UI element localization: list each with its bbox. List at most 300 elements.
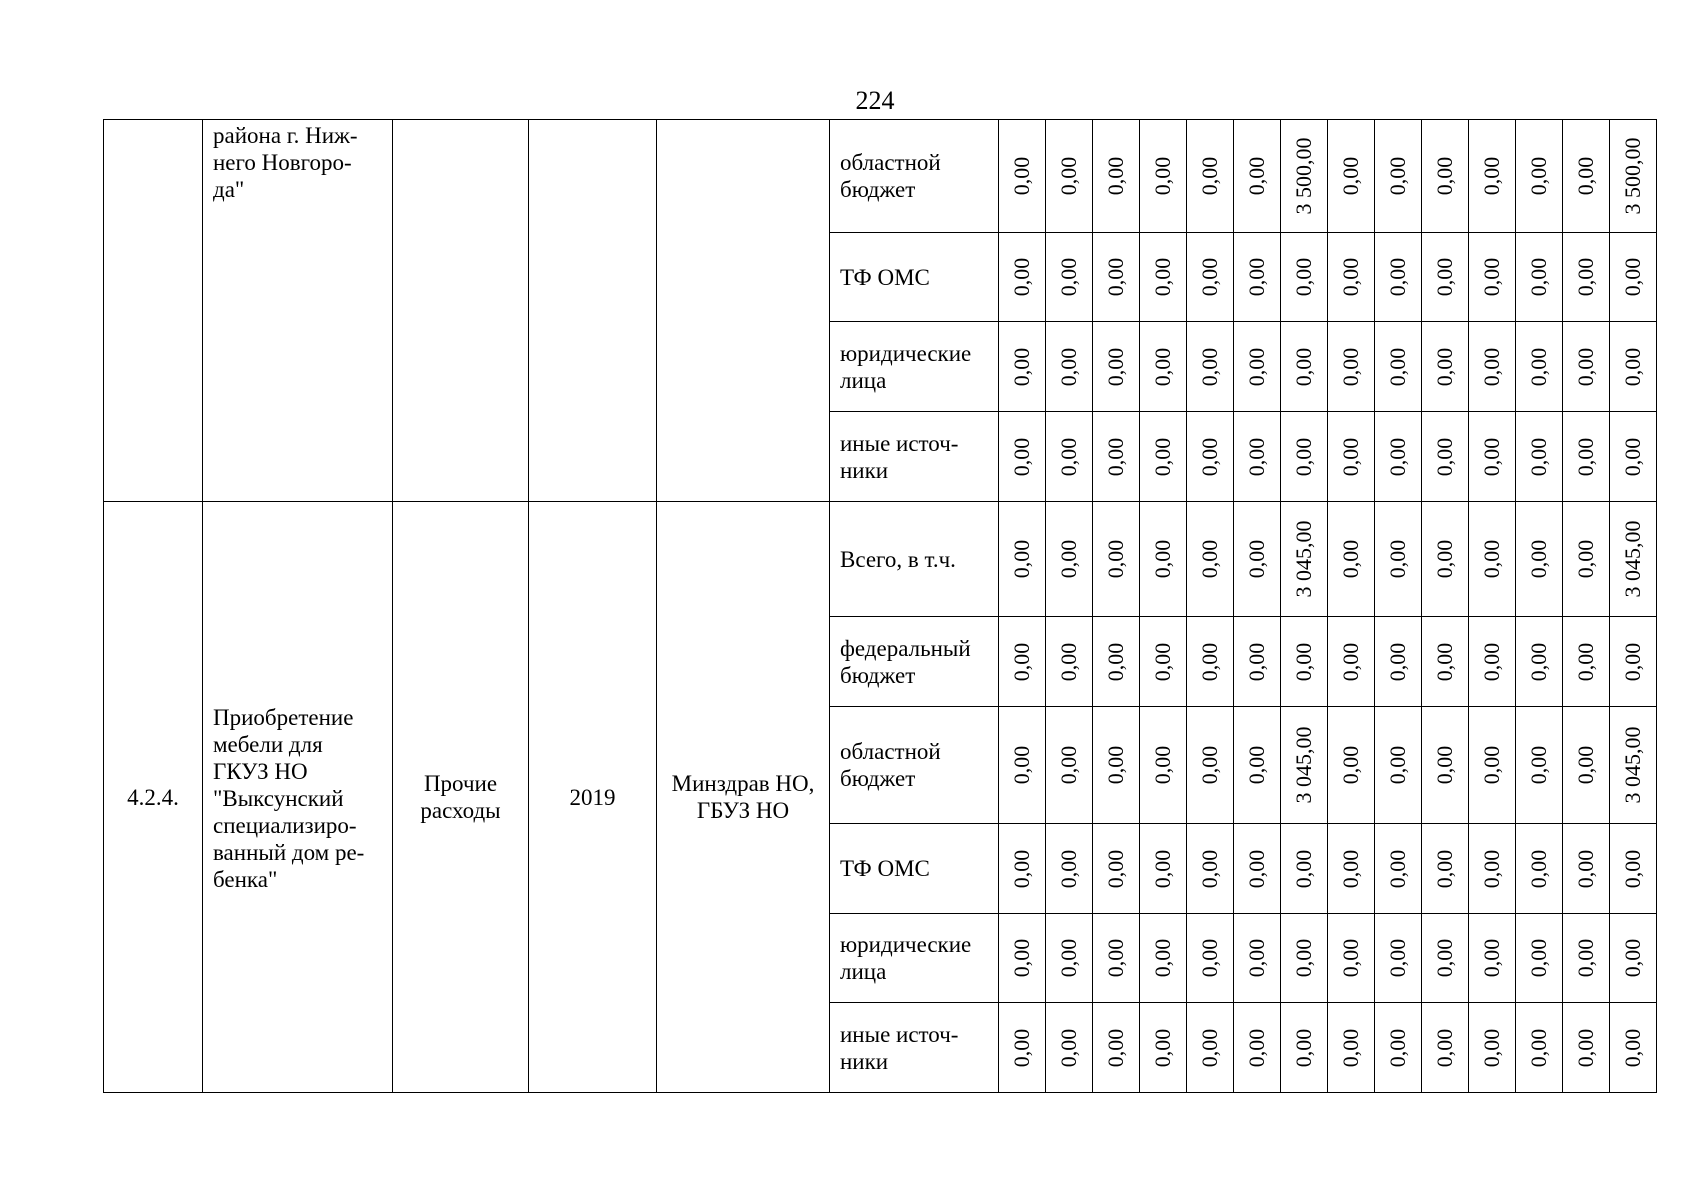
value-cell xyxy=(1093,502,1140,617)
funding-source-label: ТФ ОМС xyxy=(830,233,999,322)
value-cell xyxy=(1046,233,1093,322)
value-text: 3 500,00 xyxy=(1291,137,1316,215)
value-text: 0,00 xyxy=(1432,539,1457,579)
year-cell: 2019 xyxy=(529,502,657,1093)
value-text: 0,00 xyxy=(1056,347,1081,386)
value-text: 0,00 xyxy=(1291,347,1316,386)
value-text: 0,00 xyxy=(1338,347,1363,386)
value-text: 0,00 xyxy=(1385,156,1410,196)
value-text: 0,00 xyxy=(1291,257,1316,297)
value-text: 0,00 xyxy=(1009,745,1034,785)
value-cell xyxy=(1187,1003,1234,1093)
value-text: 0,00 xyxy=(1526,257,1551,297)
value-text: 0,00 xyxy=(1244,745,1269,785)
value-cell xyxy=(1187,322,1234,412)
value-text: 0,00 xyxy=(1150,938,1175,978)
item-name-cell: района г. Ниж- него Новгоро- да" xyxy=(203,120,393,502)
value-text: 0,00 xyxy=(1244,347,1269,386)
value-cell xyxy=(999,707,1046,824)
value-text: 0,00 xyxy=(1056,745,1081,785)
funding-source-label: областной бюджет xyxy=(830,120,999,233)
value-cell xyxy=(1610,322,1657,412)
budget-table xyxy=(103,119,1657,1093)
value-text: 0,00 xyxy=(1244,437,1269,476)
value-cell xyxy=(1422,502,1469,617)
value-text: 0,00 xyxy=(1150,347,1175,386)
value-cell xyxy=(1516,1003,1563,1093)
value-text: 0,00 xyxy=(1056,938,1081,978)
value-cell xyxy=(1281,120,1328,233)
value-text: 0,00 xyxy=(1385,849,1410,888)
value-cell xyxy=(1516,120,1563,233)
value-text: 0,00 xyxy=(1009,1028,1034,1067)
value-text: 0,00 xyxy=(1338,539,1363,579)
value-text: 0,00 xyxy=(1009,437,1034,476)
value-text: 3 045,00 xyxy=(1620,726,1645,804)
value-cell xyxy=(1328,707,1375,824)
value-text: 3 045,00 xyxy=(1291,726,1316,804)
value-text: 0,00 xyxy=(1620,257,1645,297)
item-number-cell: 4.2.4. xyxy=(104,502,203,1093)
value-cell xyxy=(1046,1003,1093,1093)
value-cell xyxy=(1046,914,1093,1003)
value-cell xyxy=(1469,617,1516,707)
value-cell xyxy=(999,322,1046,412)
value-cell xyxy=(1610,914,1657,1003)
value-text: 0,00 xyxy=(1056,156,1081,196)
funding-source-label: иные источ-ники xyxy=(830,1003,999,1093)
value-text: 0,00 xyxy=(1291,642,1316,681)
value-text: 0,00 xyxy=(1150,257,1175,297)
value-text: 0,00 xyxy=(1244,539,1269,579)
value-cell xyxy=(1516,707,1563,824)
value-text: 0,00 xyxy=(1009,938,1034,978)
funding-source-label: иные источ-ники xyxy=(830,412,999,502)
value-text: 0,00 xyxy=(1009,849,1034,888)
value-text: 0,00 xyxy=(1103,849,1128,888)
value-text: 3 500,00 xyxy=(1620,137,1645,215)
expense-type-cell: Прочие расходы xyxy=(393,502,529,1093)
value-cell xyxy=(1093,824,1140,914)
value-cell xyxy=(1093,412,1140,502)
value-text: 3 045,00 xyxy=(1291,520,1316,598)
value-cell xyxy=(1469,824,1516,914)
value-cell xyxy=(1140,1003,1187,1093)
value-cell xyxy=(1093,233,1140,322)
value-text: 0,00 xyxy=(1056,257,1081,297)
value-text: 0,00 xyxy=(1385,437,1410,476)
value-cell xyxy=(1093,1003,1140,1093)
value-text: 0,00 xyxy=(1432,745,1457,785)
value-text: 0,00 xyxy=(1385,1028,1410,1067)
value-cell xyxy=(1516,502,1563,617)
value-cell xyxy=(1563,1003,1610,1093)
value-text: 0,00 xyxy=(1197,437,1222,476)
value-cell xyxy=(1422,233,1469,322)
value-cell xyxy=(1422,120,1469,233)
value-cell xyxy=(1281,707,1328,824)
value-cell xyxy=(1187,914,1234,1003)
value-text: 0,00 xyxy=(1620,437,1645,476)
value-text: 0,00 xyxy=(1479,539,1504,579)
value-cell xyxy=(1375,617,1422,707)
value-text: 0,00 xyxy=(1244,1028,1269,1067)
funding-source-label: Всего, в т.ч. xyxy=(830,502,999,617)
value-cell xyxy=(1610,502,1657,617)
value-cell xyxy=(1140,617,1187,707)
year-cell xyxy=(529,120,657,502)
value-cell xyxy=(1140,120,1187,233)
value-text: 0,00 xyxy=(1103,156,1128,196)
value-text: 0,00 xyxy=(1432,156,1457,196)
value-text: 0,00 xyxy=(1620,849,1645,888)
value-cell xyxy=(1328,412,1375,502)
value-cell xyxy=(1140,322,1187,412)
value-cell xyxy=(1140,914,1187,1003)
value-text: 0,00 xyxy=(1244,156,1269,196)
value-cell xyxy=(1375,120,1422,233)
value-cell xyxy=(1187,502,1234,617)
value-cell xyxy=(1516,617,1563,707)
value-cell xyxy=(1234,233,1281,322)
value-cell xyxy=(1469,233,1516,322)
value-text: 0,00 xyxy=(1385,642,1410,681)
value-text: 0,00 xyxy=(1056,1028,1081,1067)
item-number-cell xyxy=(104,120,203,502)
value-cell xyxy=(1140,707,1187,824)
value-text: 0,00 xyxy=(1103,1028,1128,1067)
value-cell xyxy=(999,824,1046,914)
value-text: 0,00 xyxy=(1573,745,1598,785)
value-text: 0,00 xyxy=(1620,642,1645,681)
value-cell xyxy=(1422,1003,1469,1093)
value-cell xyxy=(1516,914,1563,1003)
value-text: 0,00 xyxy=(1526,539,1551,579)
value-text: 0,00 xyxy=(1150,437,1175,476)
value-text: 0,00 xyxy=(1009,539,1034,579)
value-text: 0,00 xyxy=(1056,642,1081,681)
value-cell xyxy=(1469,1003,1516,1093)
value-cell xyxy=(1140,824,1187,914)
value-cell xyxy=(1375,914,1422,1003)
value-text: 0,00 xyxy=(1009,642,1034,681)
executor-cell xyxy=(657,120,830,502)
value-cell xyxy=(1046,120,1093,233)
value-cell xyxy=(1234,707,1281,824)
value-text: 0,00 xyxy=(1526,347,1551,386)
value-cell xyxy=(1610,617,1657,707)
value-text: 3 045,00 xyxy=(1620,520,1645,598)
value-text: 0,00 xyxy=(1197,257,1222,297)
value-cell xyxy=(1516,322,1563,412)
value-text: 0,00 xyxy=(1197,539,1222,579)
value-cell xyxy=(1093,707,1140,824)
value-cell xyxy=(999,1003,1046,1093)
value-cell xyxy=(1422,824,1469,914)
value-text: 0,00 xyxy=(1479,156,1504,196)
value-text: 0,00 xyxy=(1197,347,1222,386)
value-cell xyxy=(1281,233,1328,322)
table-row xyxy=(104,120,1657,233)
value-text: 0,00 xyxy=(1197,849,1222,888)
value-text: 0,00 xyxy=(1385,938,1410,978)
value-text: 0,00 xyxy=(1009,257,1034,297)
value-cell xyxy=(1375,1003,1422,1093)
value-text: 0,00 xyxy=(1244,257,1269,297)
table-row xyxy=(104,502,1657,617)
value-cell xyxy=(1187,120,1234,233)
funding-source-label: юридические лица xyxy=(830,322,999,412)
value-text: 0,00 xyxy=(1291,938,1316,978)
value-cell xyxy=(1610,233,1657,322)
value-text: 0,00 xyxy=(1150,642,1175,681)
value-cell xyxy=(1234,322,1281,412)
value-text: 0,00 xyxy=(1103,257,1128,297)
value-cell xyxy=(1469,322,1516,412)
value-text: 0,00 xyxy=(1150,156,1175,196)
value-cell xyxy=(1422,617,1469,707)
value-cell xyxy=(1281,1003,1328,1093)
value-cell xyxy=(1469,502,1516,617)
value-cell xyxy=(1046,824,1093,914)
value-text: 0,00 xyxy=(1150,745,1175,785)
value-text: 0,00 xyxy=(1526,938,1551,978)
value-text: 0,00 xyxy=(1526,1028,1551,1067)
value-cell xyxy=(1422,322,1469,412)
value-text: 0,00 xyxy=(1479,347,1504,386)
value-cell xyxy=(1375,233,1422,322)
value-cell xyxy=(1563,120,1610,233)
value-text: 0,00 xyxy=(1526,437,1551,476)
value-cell xyxy=(1610,824,1657,914)
value-cell xyxy=(999,412,1046,502)
value-cell xyxy=(1328,1003,1375,1093)
value-cell xyxy=(1328,914,1375,1003)
value-cell xyxy=(1234,914,1281,1003)
value-cell xyxy=(1046,502,1093,617)
value-text: 0,00 xyxy=(1244,849,1269,888)
value-cell xyxy=(1046,322,1093,412)
value-cell xyxy=(1516,233,1563,322)
value-text: 0,00 xyxy=(1197,1028,1222,1067)
value-cell xyxy=(1187,412,1234,502)
value-cell xyxy=(1563,502,1610,617)
value-cell xyxy=(1093,120,1140,233)
value-cell xyxy=(1328,233,1375,322)
value-cell xyxy=(1093,617,1140,707)
funding-source-label: федеральный бюджет xyxy=(830,617,999,707)
value-text: 0,00 xyxy=(1338,156,1363,196)
value-text: 0,00 xyxy=(1479,257,1504,297)
value-text: 0,00 xyxy=(1338,642,1363,681)
value-text: 0,00 xyxy=(1385,539,1410,579)
value-text: 0,00 xyxy=(1432,849,1457,888)
executor-cell: Минздрав НО, ГБУЗ НО xyxy=(657,502,830,1093)
funding-source-label: областной бюджет xyxy=(830,707,999,824)
value-text: 0,00 xyxy=(1573,257,1598,297)
value-text: 0,00 xyxy=(1056,849,1081,888)
value-cell xyxy=(1469,914,1516,1003)
value-cell xyxy=(1281,914,1328,1003)
value-cell xyxy=(1328,322,1375,412)
value-text: 0,00 xyxy=(1056,539,1081,579)
value-text: 0,00 xyxy=(1291,437,1316,476)
value-cell xyxy=(1469,707,1516,824)
value-text: 0,00 xyxy=(1103,642,1128,681)
value-cell xyxy=(1234,1003,1281,1093)
value-cell xyxy=(1140,412,1187,502)
value-cell xyxy=(1234,120,1281,233)
value-cell xyxy=(1234,502,1281,617)
value-cell xyxy=(1375,412,1422,502)
value-text: 0,00 xyxy=(1479,745,1504,785)
value-cell xyxy=(1610,1003,1657,1093)
item-name-cell: Приобретение мебели для ГКУЗ НО "Выксунский специализиро-ванный дом ре-бенка" xyxy=(203,502,393,1093)
value-cell xyxy=(1375,502,1422,617)
value-cell xyxy=(1140,502,1187,617)
value-text: 0,00 xyxy=(1338,437,1363,476)
value-cell xyxy=(1093,322,1140,412)
value-cell xyxy=(1563,412,1610,502)
value-text: 0,00 xyxy=(1573,642,1598,681)
value-cell xyxy=(1610,120,1657,233)
value-cell xyxy=(1234,824,1281,914)
value-cell xyxy=(1281,412,1328,502)
value-cell xyxy=(999,120,1046,233)
value-cell xyxy=(1563,707,1610,824)
funding-source-label: ТФ ОМС xyxy=(830,824,999,914)
value-cell xyxy=(1187,617,1234,707)
value-text: 0,00 xyxy=(1385,257,1410,297)
value-cell xyxy=(1187,707,1234,824)
value-cell xyxy=(1563,233,1610,322)
value-text: 0,00 xyxy=(1479,1028,1504,1067)
value-text: 0,00 xyxy=(1197,156,1222,196)
value-cell xyxy=(1563,914,1610,1003)
value-text: 0,00 xyxy=(1573,938,1598,978)
value-cell xyxy=(1046,412,1093,502)
value-cell xyxy=(1563,824,1610,914)
value-text: 0,00 xyxy=(1150,539,1175,579)
value-cell xyxy=(1469,120,1516,233)
value-text: 0,00 xyxy=(1432,938,1457,978)
value-text: 0,00 xyxy=(1526,849,1551,888)
value-text: 0,00 xyxy=(1573,539,1598,579)
value-cell xyxy=(999,233,1046,322)
value-text: 0,00 xyxy=(1338,1028,1363,1067)
value-cell xyxy=(1140,233,1187,322)
value-text: 0,00 xyxy=(1573,1028,1598,1067)
value-text: 0,00 xyxy=(1291,1028,1316,1067)
value-cell xyxy=(999,502,1046,617)
value-text: 0,00 xyxy=(1103,437,1128,476)
value-cell xyxy=(1328,120,1375,233)
value-text: 0,00 xyxy=(1432,437,1457,476)
value-text: 0,00 xyxy=(1432,257,1457,297)
value-cell xyxy=(1516,824,1563,914)
value-text: 0,00 xyxy=(1150,1028,1175,1067)
value-cell xyxy=(1234,412,1281,502)
value-cell xyxy=(1422,707,1469,824)
value-text: 0,00 xyxy=(1620,347,1645,386)
funding-source-label: юридические лица xyxy=(830,914,999,1003)
value-text: 0,00 xyxy=(1573,849,1598,888)
value-cell xyxy=(999,914,1046,1003)
value-cell xyxy=(1328,617,1375,707)
value-cell xyxy=(1187,824,1234,914)
value-text: 0,00 xyxy=(1244,642,1269,681)
value-text: 0,00 xyxy=(1432,347,1457,386)
value-cell xyxy=(1563,322,1610,412)
value-text: 0,00 xyxy=(1150,849,1175,888)
value-text: 0,00 xyxy=(1620,938,1645,978)
value-text: 0,00 xyxy=(1479,938,1504,978)
value-text: 0,00 xyxy=(1197,938,1222,978)
value-text: 0,00 xyxy=(1244,938,1269,978)
value-text: 0,00 xyxy=(1338,938,1363,978)
value-cell xyxy=(1422,412,1469,502)
value-cell xyxy=(1046,707,1093,824)
value-text: 0,00 xyxy=(1197,745,1222,785)
value-cell xyxy=(1281,322,1328,412)
value-cell xyxy=(1093,914,1140,1003)
value-text: 0,00 xyxy=(1620,1028,1645,1067)
value-cell xyxy=(1422,914,1469,1003)
value-text: 0,00 xyxy=(1479,849,1504,888)
value-cell xyxy=(1516,412,1563,502)
value-text: 0,00 xyxy=(1573,347,1598,386)
value-text: 0,00 xyxy=(1432,1028,1457,1067)
value-cell xyxy=(1281,824,1328,914)
value-text: 0,00 xyxy=(1103,539,1128,579)
value-text: 0,00 xyxy=(1103,347,1128,386)
value-text: 0,00 xyxy=(1573,437,1598,476)
value-text: 0,00 xyxy=(1009,347,1034,386)
value-text: 0,00 xyxy=(1432,642,1457,681)
value-text: 0,00 xyxy=(1479,437,1504,476)
value-cell xyxy=(1046,617,1093,707)
value-cell xyxy=(1610,412,1657,502)
value-cell xyxy=(1375,707,1422,824)
value-cell xyxy=(1469,412,1516,502)
value-text: 0,00 xyxy=(1338,257,1363,297)
value-text: 0,00 xyxy=(1526,745,1551,785)
value-text: 0,00 xyxy=(1291,849,1316,888)
value-text: 0,00 xyxy=(1103,938,1128,978)
value-cell xyxy=(1187,233,1234,322)
value-cell xyxy=(1281,617,1328,707)
value-text: 0,00 xyxy=(1056,437,1081,476)
value-cell xyxy=(1328,502,1375,617)
value-cell xyxy=(1281,502,1328,617)
value-text: 0,00 xyxy=(1338,849,1363,888)
expense-type-cell xyxy=(393,120,529,502)
value-cell xyxy=(1610,707,1657,824)
value-text: 0,00 xyxy=(1479,642,1504,681)
value-text: 0,00 xyxy=(1338,745,1363,785)
value-cell xyxy=(1328,824,1375,914)
value-text: 0,00 xyxy=(1385,745,1410,785)
value-text: 0,00 xyxy=(1103,745,1128,785)
value-text: 0,00 xyxy=(1526,642,1551,681)
value-cell xyxy=(1375,824,1422,914)
page-number: 224 xyxy=(855,86,895,115)
value-text: 0,00 xyxy=(1573,156,1598,196)
value-text: 0,00 xyxy=(1385,347,1410,386)
value-cell xyxy=(1375,322,1422,412)
value-text: 0,00 xyxy=(1009,156,1034,196)
value-cell xyxy=(999,617,1046,707)
